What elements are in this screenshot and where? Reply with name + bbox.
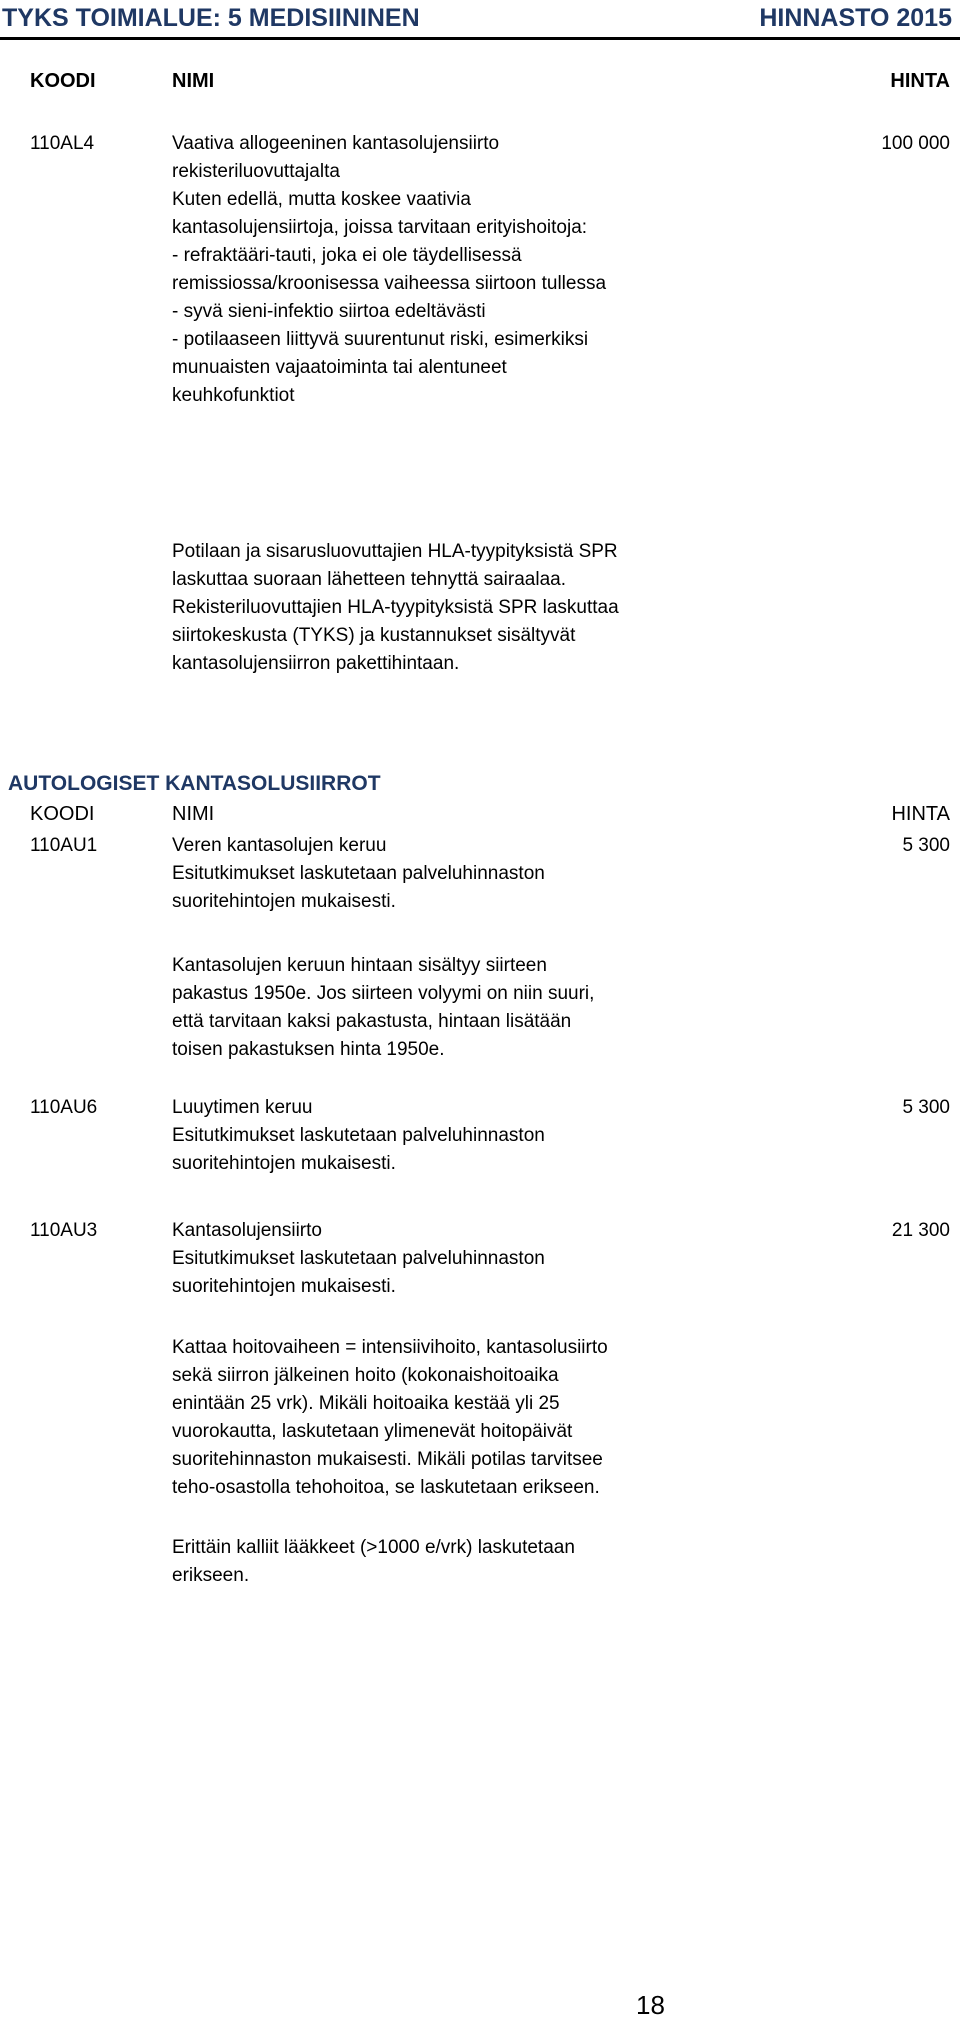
entry-description [172, 832, 692, 916]
page-header [0, 0, 960, 36]
entry-description [172, 1094, 692, 1178]
note-line: Kantasolujen keruun hintaan sisältyy siirteen [172, 955, 547, 976]
section-title: AUTOLOGISET KANTASOLUSIIRROT [8, 772, 381, 795]
note-line: enintään 25 vrk). Mikäli hoitoaika kestää yli 25 [172, 1393, 560, 1414]
entry-price: 5 300 [902, 1097, 950, 1118]
note-line: siirtokeskusta (TYKS) ja kustannukset sisältyvät [172, 625, 576, 646]
description-line: Esitutkimukset laskutetaan palveluhinnaston [172, 1125, 545, 1146]
description-line: keuhkofunktiot [172, 385, 295, 406]
description-line: suoritehintojen mukaisesti. [172, 1276, 396, 1297]
entry-code: 110AU3 [30, 1220, 98, 1241]
description-line: - syvä sieni-infektio siirtoa edeltävästi [172, 301, 486, 322]
header-right-title: HINNASTO 2015 [759, 3, 952, 32]
entry-note [172, 1334, 732, 1502]
column-code: KOODI [30, 70, 96, 92]
entry-note [172, 1534, 732, 1590]
entry-code: 110AU1 [30, 835, 98, 856]
description-line: Esitutkimukset laskutetaan palveluhinnaston [172, 1248, 545, 1269]
note-line: teho-osastolla tehohoitoa, se laskutetaan erikseen. [172, 1477, 600, 1498]
column-price: HINTA [891, 803, 950, 825]
entry-description [172, 130, 692, 410]
description-line: Vaativa allogeeninen kantasolujensiirto [172, 133, 500, 154]
entry-code: 110AL4 [30, 133, 95, 154]
note-line: kantasolujensiirron pakettihintaan. [172, 653, 460, 674]
note-line: toisen pakastuksen hinta 1950e. [172, 1039, 445, 1060]
description-line: remissiossa/kroonisessa vaiheessa siirtoon tullessa [172, 273, 607, 294]
note-line: Rekisteriluovuttajien HLA-tyypityksistä SPR laskuttaa [172, 597, 619, 618]
entry-code: 110AU6 [30, 1097, 98, 1118]
note-line: pakastus 1950e. Jos siirteen volyymi on niin suuri, [172, 983, 595, 1004]
entry-note [172, 952, 732, 1064]
description-line: munuaisten vajaatoiminta tai alentuneet [172, 357, 507, 378]
description-line: rekisteriluovuttajalta [172, 161, 340, 182]
note-line: että tarvitaan kaksi pakastusta, hintaan lisätään [172, 1011, 572, 1032]
column-name: NIMI [172, 803, 215, 825]
description-line: suoritehintojen mukaisesti. [172, 1153, 396, 1174]
column-price: HINTA [890, 70, 950, 92]
entry-price: 21 300 [891, 1220, 950, 1241]
description-line: Esitutkimukset laskutetaan palveluhinnaston [172, 863, 545, 884]
note-line: suoritehinnaston mukaisesti. Mikäli potilas tarvitsee [172, 1449, 603, 1470]
column-name: NIMI [172, 70, 215, 92]
description-line: Veren kantasolujen keruu [172, 835, 387, 856]
description-line: suoritehintojen mukaisesti. [172, 891, 396, 912]
entry-price: 100 000 [881, 133, 950, 154]
note-line: Kattaa hoitovaiheen = intensiivihoito, kantasolusiirto [172, 1337, 608, 1358]
description-line: Kantasolujensiirto [172, 1220, 322, 1241]
entry-price: 5 300 [902, 835, 950, 856]
entry-description [172, 1217, 692, 1301]
header-rule [0, 37, 960, 40]
description-line: Kuten edellä, mutta koskee vaativia [172, 189, 471, 210]
description-line: - potilaaseen liittyvä suurentunut riski, esimerkiksi [172, 329, 589, 350]
note-line: vuorokautta, laskutetaan ylimenevät hoitopäivät [172, 1421, 573, 1442]
note-line: Potilaan ja sisarusluovuttajien HLA-tyypityksistä SPR [172, 541, 618, 562]
note-line: sekä siirron jälkeinen hoito (kokonaishoitoaika [172, 1365, 559, 1386]
note-line: Erittäin kalliit lääkkeet (>1000 e/vrk) laskutetaan [172, 1537, 575, 1558]
note-line: erikseen. [172, 1565, 250, 1586]
header-left-title: TYKS TOIMIALUE: 5 MEDISIININEN [2, 3, 420, 32]
note-line: laskuttaa suoraan lähetteen tehnyttä sairaalaa. [172, 569, 566, 590]
page-number: 18 [636, 1990, 665, 2020]
hla-note [172, 538, 732, 678]
column-code: KOODI [30, 803, 95, 825]
description-line: - refraktääri-tauti, joka ei ole täydellisessä [172, 245, 522, 266]
description-line: kantasolujensiirtoja, joissa tarvitaan erityishoitoja: [172, 217, 588, 238]
description-line: Luuytimen keruu [172, 1097, 313, 1118]
